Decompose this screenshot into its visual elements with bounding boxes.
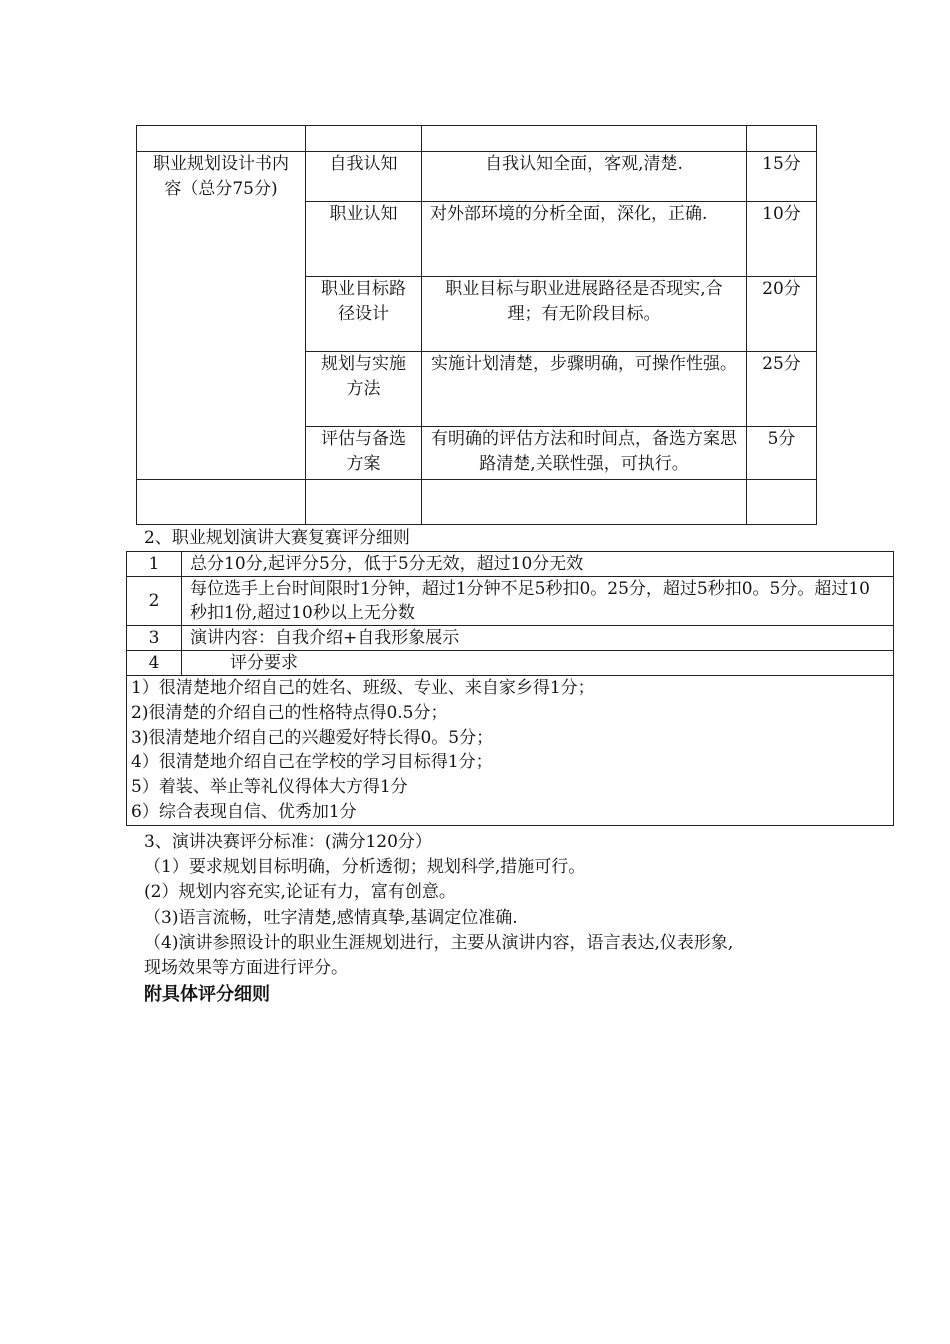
row-text: 每位选手上台时间限时1分钟，超过1分钟不足5秒扣0。25分，超过5秒扣0。5分。超过10秒扣1份,超过10秒以上无分数 <box>182 577 894 626</box>
desc-cell: 有明确的评估方法和时间点，备选方案思路清楚,关联性强，可执行。 <box>422 427 747 480</box>
row-number: 2 <box>127 577 182 626</box>
table-cell <box>137 126 306 152</box>
criteria-item: 4）很清楚地介绍自己在学校的学习目标得1分； <box>131 752 493 773</box>
table-cell <box>137 480 306 525</box>
section-2-title: 2、职业规划演讲大赛复赛评分细则 <box>144 528 410 548</box>
table-row <box>127 651 894 676</box>
table-row <box>127 577 894 626</box>
section-3-item: (2）规划内容充实,论证有力，富有创意。 <box>144 882 456 902</box>
career-plan-score-table <box>136 125 817 525</box>
criteria-item: 5）着装、举止等礼仪得体大方得1分 <box>131 777 408 798</box>
item-cell: 职业认知 <box>306 202 422 277</box>
criteria-cell <box>127 676 894 826</box>
row-text: 总分10分,起评分5分，低于5分无效，超过10分无效 <box>182 552 894 577</box>
criteria-item: 2)很清楚的介绍自己的性格特点得0.5分； <box>131 702 448 723</box>
score-cell: 10分 <box>747 202 817 277</box>
score-cell: 15分 <box>747 152 817 202</box>
section-3-title: 3、演讲决赛评分标准：(满分120分） <box>144 832 432 852</box>
section-3-item: （4)演讲参照设计的职业生涯规划进行，主要从演讲内容，语言表达,仪表形象, <box>144 933 734 953</box>
row-number: 3 <box>127 626 182 651</box>
table-cell <box>747 126 817 152</box>
table-row <box>127 626 894 651</box>
row-number: 1 <box>127 552 182 577</box>
score-cell: 5分 <box>747 427 817 480</box>
item-cell: 职业目标路径设计 <box>306 277 422 352</box>
appendix-heading: 附具体评分细则 <box>144 984 270 1005</box>
item-cell: 规划与实施方法 <box>306 352 422 427</box>
desc-cell: 实施计划清楚，步骤明确，可操作性强。 <box>422 352 747 427</box>
row-text: 评分要求 <box>182 651 894 676</box>
table-cell <box>306 480 422 525</box>
score-cell: 25分 <box>747 352 817 427</box>
table-row <box>137 152 817 202</box>
section-3-item: 现场效果等方面进行评分。 <box>144 958 348 978</box>
section-3-item: （3)语言流畅，吐字清楚,感情真挚,基调定位准确. <box>144 908 518 928</box>
section-3-item: （1）要求规划目标明确，分析透彻；规划科学,措施可行。 <box>144 857 586 877</box>
table-cell <box>422 480 747 525</box>
score-cell: 20分 <box>747 277 817 352</box>
table-cell <box>747 480 817 525</box>
item-cell: 自我认知 <box>306 152 422 202</box>
desc-cell: 自我认知全面，客观,清楚. <box>422 152 747 202</box>
item-cell: 评估与备选方案 <box>306 427 422 480</box>
table-row <box>127 676 894 826</box>
row-text: 演讲内容：自我介绍+自我形象展示 <box>182 626 894 651</box>
criteria-item: 3)很清楚地介绍自己的兴趣爱好特长得0。5分； <box>131 727 494 748</box>
table-row <box>137 126 817 152</box>
table-row <box>137 480 817 525</box>
desc-cell: 职业目标与职业进展路径是否现实,合理；有无阶段目标。 <box>422 277 747 352</box>
table-row <box>127 552 894 577</box>
criteria-item: 1）很清楚地介绍自己的姓名、班级、专业、来自家乡得1分； <box>131 678 595 698</box>
table-cell <box>422 126 747 152</box>
desc-cell: 对外部环境的分析全面，深化，正确. <box>422 202 747 277</box>
table-cell <box>306 126 422 152</box>
semifinal-score-table <box>126 551 894 826</box>
criteria-item: 6）综合表现自信、优秀加1分 <box>131 801 357 822</box>
row-number: 4 <box>127 651 182 676</box>
category-cell: 职业规划设计书内容（总分75分) <box>137 152 306 480</box>
